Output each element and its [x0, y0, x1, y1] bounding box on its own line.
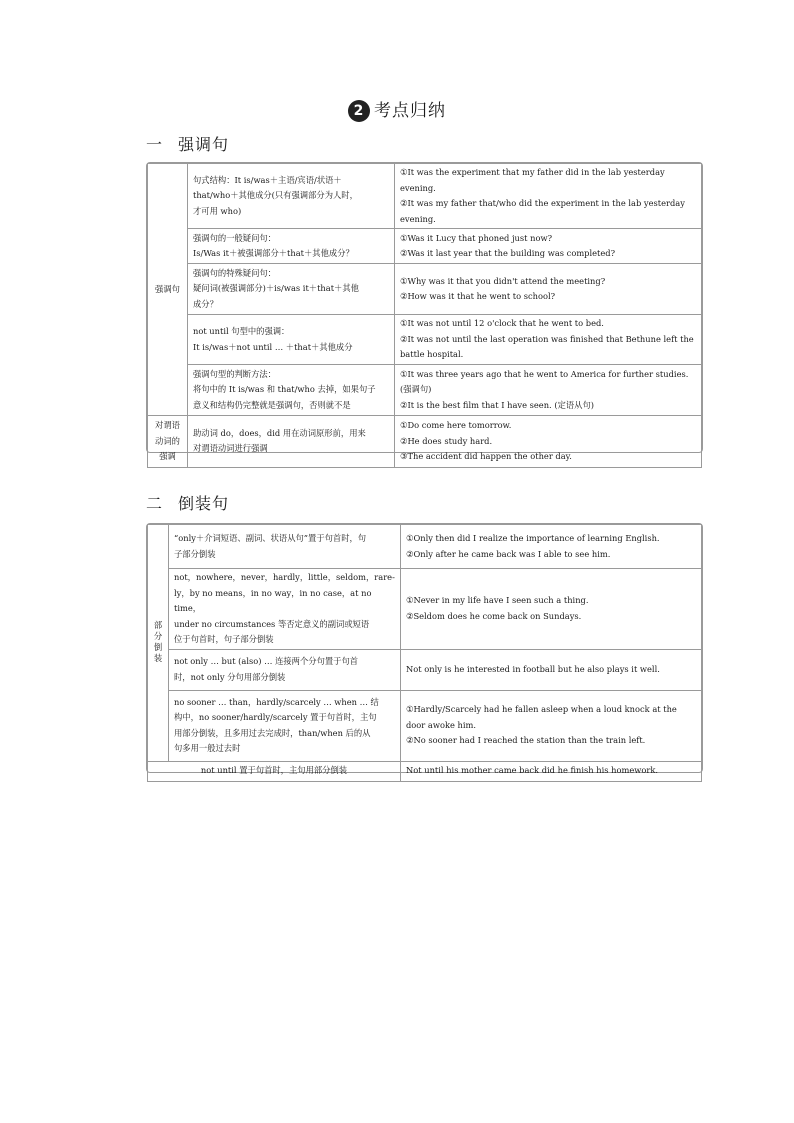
table-row [148, 264, 702, 315]
table-row [148, 315, 702, 365]
rule-cell: “only＋介词短语、副词、状语从句”置于句首时，句 子部分倒装 [169, 525, 401, 569]
example-cell: ①Hardly/Scarcely had he fallen asleep when a loud knock at the door awoke him. ②No sooner had I reached the station than the train left. [401, 690, 702, 761]
section1-title-text: 强调句 [178, 135, 230, 154]
table-row [148, 761, 702, 781]
example-cell: ①Why was it that you didn't attend the meeting? ②How was it that he went to school? [395, 264, 702, 315]
section-number-badge: 2 [348, 100, 370, 122]
rule-cell: 强调句的一般疑问句： Is/Was it＋被强调部分＋that＋其他成分？ [188, 229, 395, 264]
inversion-table [147, 524, 702, 782]
example-cell: ①It was three years ago that he went to America for further studies. (强调句) ②It is the best film that I have seen. (定语从句) [395, 365, 702, 416]
rule-cell: 强调句型的判断方法： 将句中的 It is/was 和 that/who 去掉，如果句子 意义和结构仍完整就是强调句，否则就不是 [188, 365, 395, 416]
example-cell: ①Do come here tomorrow. ②He does study hard. ③The accident did happen the other day. [395, 416, 702, 468]
table-row [148, 229, 702, 264]
section2-index: 二 [146, 494, 164, 513]
example-cell: Not until his mother came back did he finish his homework. [401, 761, 702, 781]
table-row [148, 649, 702, 690]
example-cell: ①Was it Lucy that phoned just now? ②Was it last year that the building was completed? [395, 229, 702, 264]
rule-cell: 助动词 do，does，did 用在动词原形前，用来 对谓语动词进行强调 [188, 416, 395, 468]
table-row [148, 164, 702, 229]
section2-title-text: 倒装句 [178, 494, 230, 513]
category-cell: 强调句 [148, 164, 188, 416]
table-row [148, 416, 702, 468]
rule-cell: not until 置于句首时，主句用部分倒装 [148, 761, 401, 781]
example-cell: ①Only then did I realize the importance of learning English. ②Only after he came back was I able to see him. [401, 525, 702, 569]
table-row [148, 690, 702, 761]
rule-cell: 强调句的特殊疑问句： 疑问词(被强调部分)＋is/was it＋that＋其他 成分？ [188, 264, 395, 315]
emphasis-table [147, 163, 702, 468]
example-cell: ①It was the experiment that my father did in the lab yesterday evening. ②It was my father that/who did the experiment in the lab yesterday evening. [395, 164, 702, 229]
page-title: 考点归纳 [374, 101, 446, 121]
section1-title [146, 132, 229, 155]
category-cell: 部分倒装 [148, 525, 169, 762]
section1-index: 一 [146, 135, 164, 154]
example-cell: ①Never in my life have I seen such a thing. ②Seldom does he come back on Sundays. [401, 569, 702, 650]
rule-cell: 句式结构：It is/was＋主语/宾语/状语＋ that/who＋其他成分(只有强调部分为人时， 才可用 who) [188, 164, 395, 229]
example-cell: Not only is he interested in football but he also plays it well. [401, 649, 702, 690]
page-heading [0, 96, 794, 122]
category-cell-aux: 对谓语 动词的 强调 [148, 416, 188, 468]
table-row [148, 525, 702, 569]
rule-cell: not only … but (also) … 连接两个分句置于句首 时，not only 分句用部分倒装 [169, 649, 401, 690]
rule-cell: no sooner … than，hardly/scarcely … when … 结 构中，no sooner/hardly/scarcely 置于句首时，主句 用部分倒装，且多用过去完成时，than/when 后的从 句多用一般过去时 [169, 690, 401, 761]
table-row [148, 569, 702, 650]
section2-title [146, 491, 229, 514]
table-row [148, 365, 702, 416]
rule-cell: not until 句型中的强调： It is/was＋not until … ＋that＋其他成分 [188, 315, 395, 365]
rule-cell: not，nowhere，never，hardly，little，seldom，rare- ly，by no means，in no way，in no case，at no time， under no circumstances 等否定意义的副词或短语 位于句首时，句子部分倒装 [169, 569, 401, 650]
example-cell: ①It was not until 12 o'clock that he went to bed. ②It was not until the last operation was finished that Bethune left the battle hospital. [395, 315, 702, 365]
